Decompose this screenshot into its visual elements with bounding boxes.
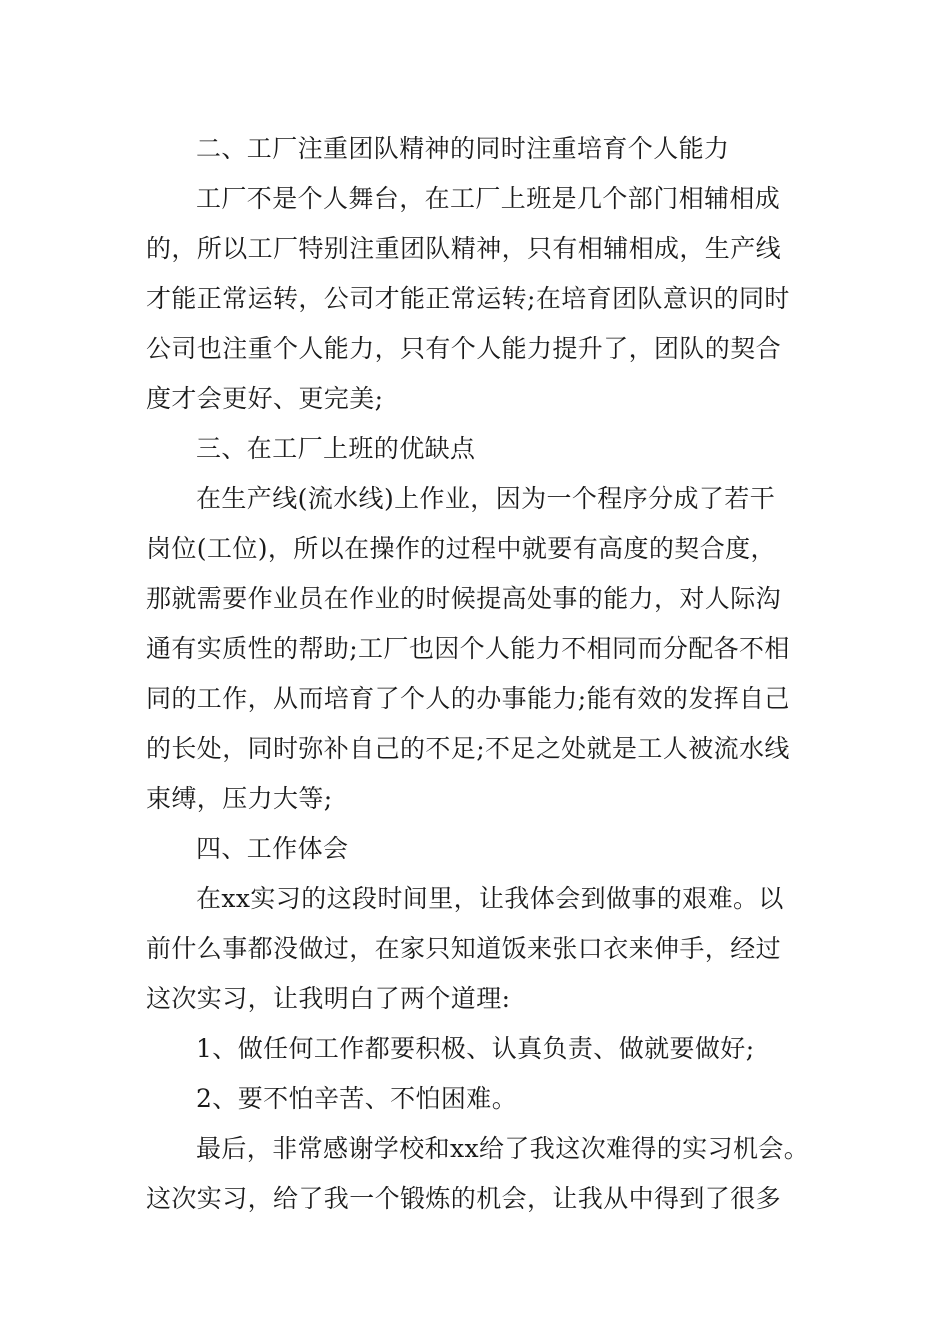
paragraph-line: 在生产线(流水线)上作业，因为一个程序分成了若干 [196, 484, 776, 513]
paragraph-line: 同的工作，从而培育了个人的办事能力;能有效的发挥自己 [146, 684, 790, 713]
list-item: 1、做任何工作都要积极、认真负责、做就要做好; [196, 1034, 755, 1063]
paragraph-line: 束缚，压力大等; [146, 784, 333, 813]
paragraph-line: 在xx实习的这段时间里，让我体会到做事的艰难。以 [196, 884, 784, 913]
paragraph-line: 这次实习，给了我一个锻炼的机会，让我从中得到了很多 [146, 1184, 782, 1213]
paragraph-line: 最后，非常感谢学校和xx给了我这次难得的实习机会。 [196, 1134, 810, 1163]
paragraph-line: 度才会更好、更完美; [146, 384, 384, 413]
heading-section-2: 二、工厂注重团队精神的同时注重培育个人能力 [196, 134, 730, 163]
paragraph-line: 工厂不是个人舞台，在工厂上班是几个部门相辅相成 [196, 184, 781, 213]
heading-section-3: 三、在工厂上班的优缺点 [196, 434, 476, 463]
paragraph-line: 的，所以工厂特别注重团队精神，只有相辅相成，生产线 [146, 234, 782, 263]
paragraph-line: 通有实质性的帮助;工厂也因个人能力不相同而分配各不相 [146, 634, 790, 663]
paragraph-line: 前什么事都没做过，在家只知道饭来张口衣来伸手，经过 [146, 934, 782, 963]
paragraph-line: 那就需要作业员在作业的时候提高处事的能力，对人际沟 [146, 584, 782, 613]
paragraph-line: 这次实习，让我明白了两个道理: [146, 984, 511, 1013]
paragraph-line: 才能正常运转，公司才能正常运转;在培育团队意识的同时 [146, 284, 790, 313]
paragraph-line: 公司也注重个人能力，只有个人能力提升了，团队的契合 [146, 334, 782, 363]
heading-section-4: 四、工作体会 [196, 834, 349, 863]
paragraph-line: 的长处，同时弥补自己的不足;不足之处就是工人被流水线 [146, 734, 790, 763]
list-item: 2、要不怕辛苦、不怕困难。 [196, 1084, 518, 1113]
paragraph-line: 岗位(工位)，所以在操作的过程中就要有高度的契合度， [146, 534, 776, 563]
